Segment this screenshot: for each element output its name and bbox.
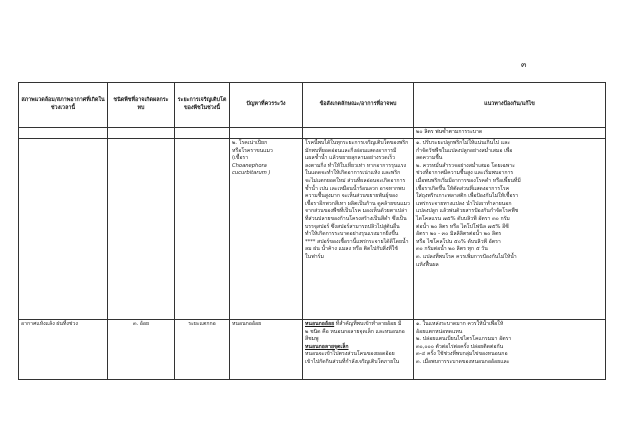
header-prevention: แนวทางป้องกัน/แก้ไข	[414, 83, 606, 128]
text-line: ในแดดจะทำให้เกิดอาการเน่าแห้ง และพริก	[305, 170, 401, 177]
text-line: ไดโคลแรน ๗๕% ดับบลิวพี อัตรา ๓๐ กรัม	[416, 215, 510, 222]
text-line: จากส่วนของพืชที่เป็นโรค มองเห็นด้วยตาเปล่า	[305, 208, 408, 215]
text-line: แปลงปลูก แล้วพ่นด้วยสารป้องกันกำจัดโรคพืช	[416, 208, 519, 215]
text-line: ๓. เมื่อพบการระบาดของหนอนกออ้อยและ	[416, 358, 510, 365]
text-line: แผลช้ำน้ำ แล้วขยายลุกลามอย่างรวดเร็ว	[305, 155, 396, 162]
text-line: จะไม่แตกยอดใหม่ ส่วนที่ผลอ่อนจะเกิดอาการ	[305, 177, 406, 184]
text-line: ที่ส่วนปลายของก้านโครงสร้างเป็นสีดำ ซึ่งเป็น	[305, 215, 407, 222]
text-line: ช่วงที่อากาศมีความชื้นสูง และเริ่มพบอาการ	[416, 170, 514, 177]
text-line: ลงตามกิ่ง ทำให้ใบเหี่ยวเท่า หากอาการรุนแรง	[305, 162, 407, 169]
text-line: มักพบที่ยอดอ่อนและกิ่งอ่อนแสดงอาการมี	[305, 147, 397, 154]
text-line: ๒. ควรหมั่นสำรวจอย่างสม่ำเสมอ โดยเฉพาะ	[416, 162, 515, 169]
header-environment: สภาพแวดล้อม/สภาพอากาศที่เกิดในช่วงเวลานี้	[19, 83, 108, 128]
text-line: โรคนี้พบได้ในทุกระยะการเจริญเติบโตของพริก	[305, 140, 409, 146]
text-line: เข้าไปกัดกินส่วนที่กำลังเจริญเติบโตภายใน	[305, 358, 400, 365]
table-row-continued	[19, 128, 606, 139]
text-line: ๒ ชนิด คือ หนอนกอลายจุดเล็ก และหนอนกอ	[305, 328, 405, 335]
text-line: เชื้อราอีกพวกสีเทา ผลิตเป็นก้าน ดูคล้ายขนแมว	[305, 200, 410, 207]
prevention-cell: ๒๐ ลิตร พ่นซ้ำตามการระบาด	[414, 128, 606, 139]
symptoms-cell	[303, 139, 414, 320]
text-line: ลม ฝน น้ำค้าง แมลง หรือ ติดไปกับสิ่งที่ใช้	[305, 246, 398, 253]
page-number: ๓	[521, 60, 527, 69]
text-line: ความชื้นสูงมาก จะเห็นส่วนขยายพันธุ์ของ	[305, 193, 398, 200]
text-line: ๓-๔ ครั้ง ใช้ช่วงที่พบกลุ่มไข่ของหนอนกอ	[416, 351, 508, 358]
text-line: ๑. ในแหล่งระบาดมาก ควรให้น้ำเพื่อให้	[416, 321, 504, 327]
text-line: ๒. ปล่อยแตนเบียนไข่ไตรโคแกรมมา อัตรา	[416, 336, 512, 343]
crop-cell: ๓. อ้อย	[108, 320, 175, 380]
header-row	[19, 83, 606, 128]
text-line: ต่อน้ำ ๒๐ ลิตร หรือ ไตโปโฟนิล ๗๕% อีซี	[416, 223, 509, 230]
symptoms-cell	[303, 320, 414, 380]
prevention-cell	[414, 139, 606, 320]
text-line: ๓. แปลงที่พบโรค ควรเพิ่มการป้องกันไม่ให้น้ำ	[416, 253, 517, 260]
header-crop: ชนิดพืชที่อาจเกิดผลกระทบ	[108, 83, 175, 128]
header-symptoms: ข้อสังเกตลักษณะ/อาการที่อาจพบ	[303, 83, 414, 128]
environment-cell: อากาศแห้งแล้ง ฝนทิ้งช่วง	[19, 320, 108, 380]
table-row-sugarcane	[19, 320, 606, 380]
text-line: บรรจุสปอร์ ซึ่งสปอร์สามารถปลิวไปสู่ต้นอื่น	[305, 223, 400, 230]
text-line: หนอนกอลายจุดเล็ก	[305, 343, 349, 350]
text-line: ใส่ถุงพริกเกาะพลาสติก เพื่อป้องกันไม่ให้เชื้อรา	[416, 193, 519, 200]
text-line: หนอนกออ้อย ที่สำคัญที่พบเข้าทำลายอ้อย มี	[305, 321, 402, 327]
text-line: อัตรา ๒๐ - ๓๐ มิลลิลิตรต่อน้ำ ๒๐ ลิตร	[416, 231, 502, 238]
text-line: ๑. ปรับระยะปลูกพริกไม่ให้แน่นเกินไป และ	[416, 140, 511, 146]
problem-cell: ๒. โรคเน่าเปียก หรือโรคราขนแมว (เชื้อรา Choanephora cucurbitarum )	[230, 139, 303, 320]
text-line: ช้ำน้ำ เปน เละเหมือนน้ำร้อนลวก อาจหากพบ	[305, 185, 405, 192]
text-line: แห้งฟื้นผล	[416, 261, 439, 268]
text-line: แพร่กระจายทางแปลง นำไปเผาทำลายนอก	[416, 200, 512, 207]
growth-stage-cell: ระยะแตกกอ	[175, 320, 230, 380]
text-line: อ้อยแตกหน่อทดแทน	[416, 328, 463, 335]
text-line: ลดความชื้น	[416, 155, 443, 162]
text-line: ในฟาร์ม	[305, 253, 324, 260]
text-line: เมื่อพบพริกเริ่มมีอาการของโรคดำ หรือเพี้ยนที่มี	[416, 177, 521, 184]
text-line: กำจัดวัชพืชในแปลงปลูกอย่างสม่ำเสมอ เพื่อ	[416, 147, 513, 154]
prevention-cell	[414, 320, 606, 380]
crop-advisory-table	[18, 82, 606, 380]
text-line: ๓๐,๐๐๐ ตัวต่อไร่ต่อครั้ง ปล่อยติดต่อกัน	[416, 343, 504, 350]
text-line: เชื้อราเกิดขึ้น ให้ตัดส่วนที่แสดงอาการโรค	[416, 185, 510, 192]
text-line: สีชมพู	[305, 336, 319, 343]
text-line: **** สปอร์ของเชื้อรานี้แพร่กระจายได้ดีโดยน้ำ	[305, 238, 409, 245]
text-line: ๓๐ กรัมต่อน้ำ ๒๐ ลิตร ทุก ๕ วัน	[416, 246, 488, 253]
text-line: หรือ ไซโคลโปน ๕๐% ดับบลิวพี อัตรา	[416, 238, 501, 245]
table-row-wet-rot	[19, 139, 606, 320]
header-growth-stage: ระยะการเจริญเติบโตของพืชในช่วงนี้	[175, 83, 230, 128]
header-problem: ปัญหาที่ควรระวัง	[230, 83, 303, 128]
text-line: ทำให้เกิดการระบาดอย่างรุนแรงมากยิ่งขึ้น	[305, 231, 399, 238]
text-line: หนอนจะเข้าไปตรงส่วนโคนของยอดอ้อย	[305, 351, 395, 358]
problem-cell: หนอนกออ้อย	[230, 320, 303, 380]
